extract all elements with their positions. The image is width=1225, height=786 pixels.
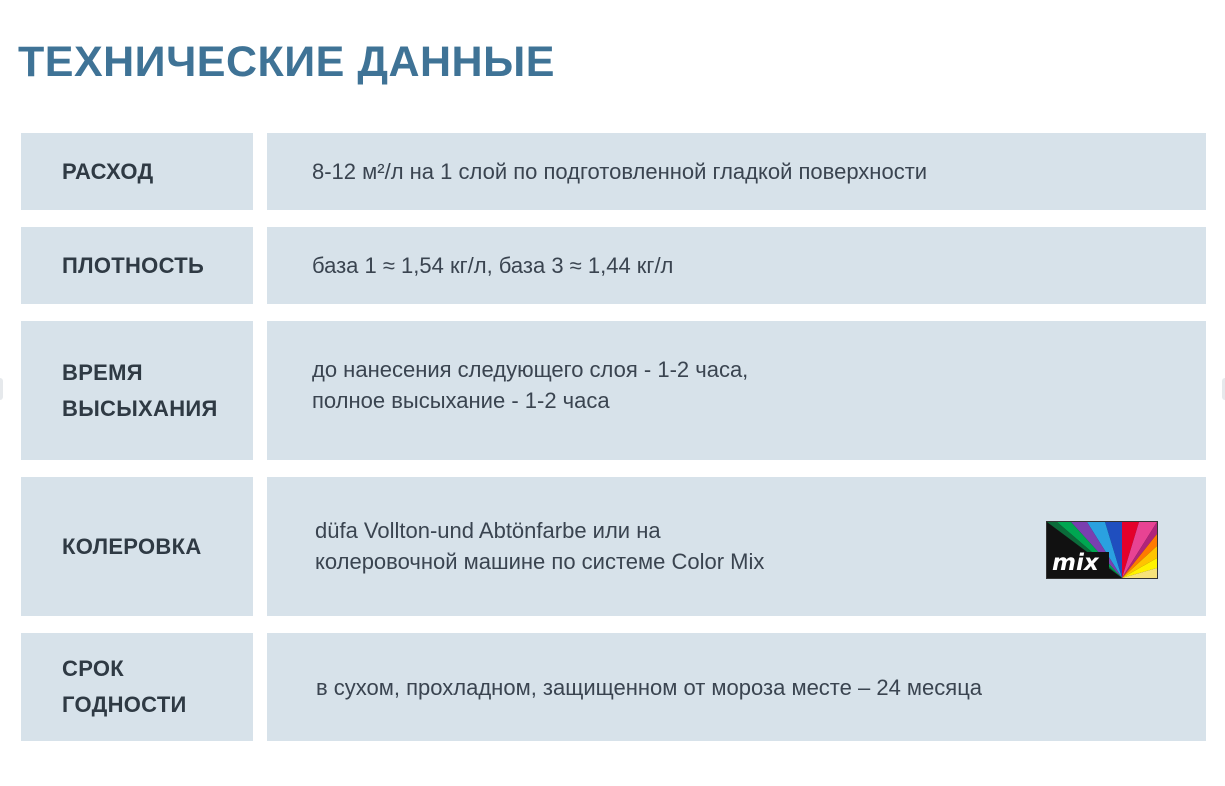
spec-value-cell [267, 321, 1206, 460]
spec-label: ПЛОТНОСТЬ [62, 252, 205, 278]
spec-value: база 1 ≈ 1,54 кг/л, база 3 ≈ 1,44 кг/л [312, 253, 674, 278]
spec-value-cell [267, 133, 1206, 210]
spec-value-cell [267, 477, 1206, 616]
mix-logo-text: mix [1052, 550, 1099, 576]
spec-label: СРОК ГОДНОСТИ [62, 656, 187, 717]
spec-label-cell [21, 633, 253, 741]
spec-row-shelf-life [21, 633, 1206, 741]
spec-label-cell [21, 133, 253, 210]
spec-value: 8-12 м²/л на 1 слой по подготовленной гладкой поверхности [312, 159, 928, 184]
spec-value: düfa Vollton-und Abtönfarbe или на колеровочной машине по системе Color Mix [315, 518, 765, 574]
spec-value-cell [267, 633, 1206, 741]
spec-row-tinting [21, 477, 1206, 616]
spec-label: РАСХОД [62, 158, 154, 184]
spec-value-cell [267, 227, 1206, 304]
spec-value: до нанесения следующего слоя - 1-2 часа, полное высыхание - 1-2 часа [312, 357, 749, 413]
spec-label: ВРЕМЯ ВЫСЫХАНИЯ [62, 359, 218, 421]
spec-label: КОЛЕРОВКА [62, 533, 202, 559]
page-title: ТЕХНИЧЕСКИЕ ДАННЫЕ [18, 38, 555, 86]
spec-label-cell [21, 227, 253, 304]
spec-label-cell [21, 321, 253, 460]
spec-row-density [21, 227, 1206, 304]
prev-slide-edge[interactable] [0, 378, 3, 400]
spec-row-consumption [21, 133, 1206, 210]
spec-value: в сухом, прохладном, защищенном от мороза месте – 24 месяца [316, 674, 983, 700]
spec-label-cell [21, 477, 253, 616]
spec-table [21, 133, 1206, 741]
color-mix-logo [1046, 521, 1158, 579]
spec-row-drying-time [21, 321, 1206, 460]
